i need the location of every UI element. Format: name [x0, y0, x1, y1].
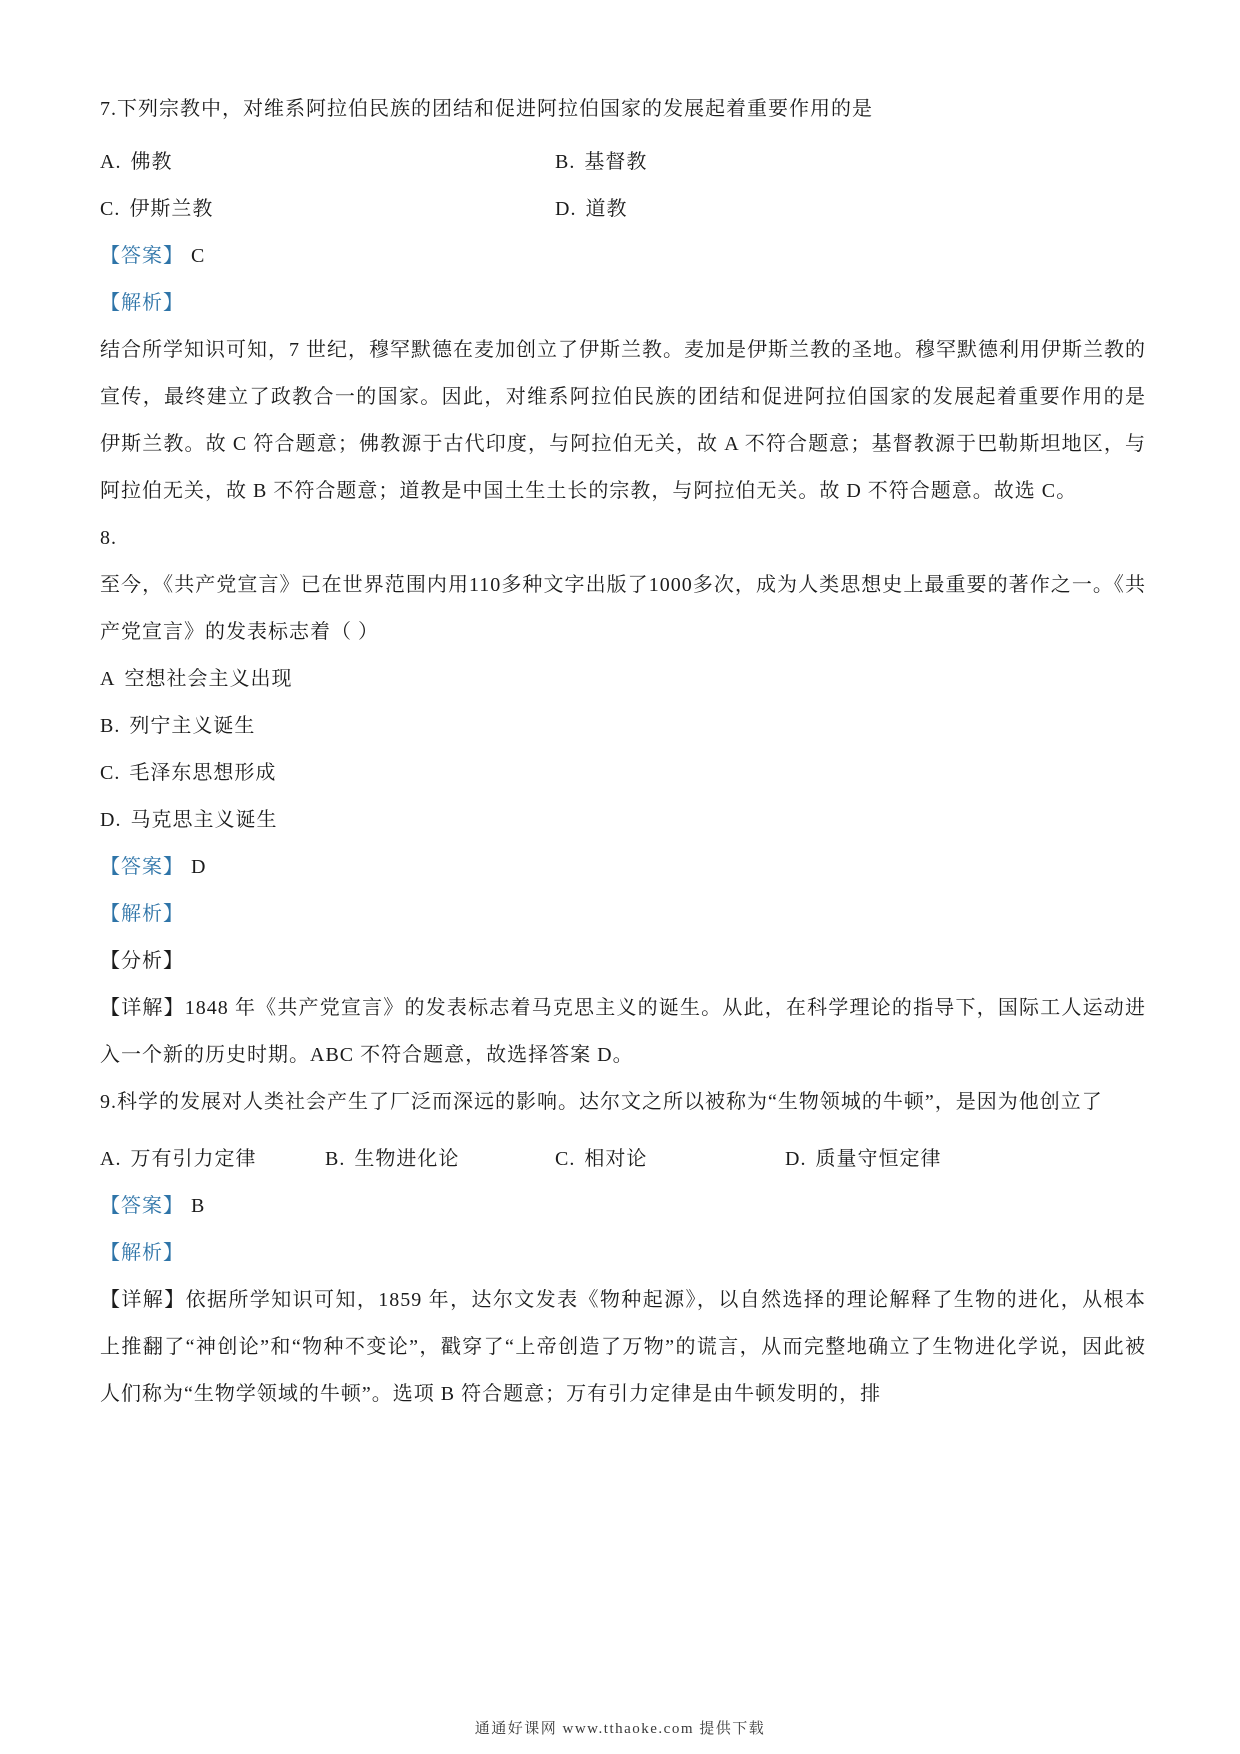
answer-value: C	[191, 245, 206, 267]
document-content	[100, 86, 1146, 1418]
option-text: 万有引力定律	[130, 1148, 257, 1170]
question-9-option-b	[325, 1136, 555, 1183]
question-7-options-row-1	[100, 139, 1146, 186]
option-text: 列宁主义诞生	[129, 715, 256, 737]
answer-label: 【答案】	[100, 245, 184, 267]
option-text: 伊斯兰教	[129, 198, 214, 220]
question-9-option-d	[785, 1136, 941, 1183]
answer-value: D	[191, 856, 207, 878]
question-8-option-b	[100, 703, 1146, 750]
option-text: 质量守恒定律	[815, 1148, 942, 1170]
option-key: C.	[100, 762, 121, 784]
option-key: D.	[100, 809, 122, 831]
question-7-option-a	[100, 139, 555, 186]
question-7-explanation: 结合所学知识可知，7 世纪，穆罕默德在麦加创立了伊斯兰教。麦加是伊斯兰教的圣地。穆罕默德利用伊斯兰教的宣传，最终建立了政教合一的国家。因此，对维系阿拉伯民族的团结和促进阿拉伯国家的发展起着重要作用的是伊斯兰教。故 C 符合题意；佛教源于古代印度，与阿拉伯无关，故 A 不符合题意；基督教源于巴勒斯坦地区，与阿拉伯无关，故 B 不符合题意；道教是中国土生土长的宗教，与阿拉伯无关。故 D 不符合题意。故选 C。	[100, 339, 1146, 502]
question-8-option-c	[100, 750, 1146, 797]
question-7-answer-line	[100, 233, 1146, 280]
question-8-stem: 至今，《共产党宣言》已在世界范围内用110多种文字出版了1000多次，成为人类思想史上最重要的著作之一。《共产党宣言》的发表标志着（ ）	[100, 574, 1146, 643]
question-9-jiexi-label	[100, 1230, 1146, 1277]
option-text: 道教	[585, 198, 628, 220]
question-8-option-d	[100, 797, 1146, 844]
option-key: A.	[100, 1148, 122, 1170]
question-8-option-a	[100, 656, 1146, 703]
question-7-options-row-2	[100, 186, 1146, 233]
question-9-option-c	[555, 1136, 785, 1183]
answer-label: 【答案】	[100, 856, 184, 878]
option-text: 佛教	[130, 151, 173, 173]
question-8-fenxi-label: 【分析】	[100, 950, 184, 972]
question-8-detail: 【详解】1848 年《共产党宣言》的发表标志着马克思主义的诞生。从此，在科学理论的指导下，国际工人运动进入一个新的历史时期。ABC 不符合题意，故选择答案 D。	[100, 997, 1146, 1066]
option-key: C.	[100, 198, 121, 220]
option-text: 毛泽东思想形成	[129, 762, 277, 784]
answer-value: B	[191, 1195, 206, 1217]
question-8-number: 8.	[100, 527, 117, 549]
question-7-option-d	[555, 186, 627, 233]
question-7-stem: 7.下列宗教中，对维系阿拉伯民族的团结和促进阿拉伯国家的发展起着重要作用的是	[100, 98, 873, 120]
question-9-detail: 【详解】依据所学知识可知，1859 年，达尔文发表《物种起源》，以自然选择的理论解释了生物的进化，从根本上推翻了“神创论”和“物种不变论”，戳穿了“上帝创造了万物”的谎言，从而完整地确立了生物进化学说，因此被人们称为“生物学领域的牛顿”。选项 B 符合题意；万有引力定律是由牛顿发明的，排	[100, 1289, 1146, 1405]
option-key: D.	[785, 1148, 807, 1170]
question-7-option-b	[555, 139, 647, 186]
option-key: C.	[555, 1148, 576, 1170]
option-key: B.	[325, 1148, 346, 1170]
option-text: 相对论	[584, 1148, 648, 1170]
question-9-stem: 9.科学的发展对人类社会产生了厂泛而深远的影响。达尔文之所以被称为“生物领城的牛顿”，是因为他创立了	[100, 1091, 1103, 1113]
option-key: A.	[100, 151, 122, 173]
option-text: 基督教	[584, 151, 648, 173]
answer-label: 【答案】	[100, 1195, 184, 1217]
option-key: D.	[555, 198, 577, 220]
question-7-option-c	[100, 186, 555, 233]
page-footer: 通通好课网 www.tthaoke.com 提供下载	[474, 1721, 766, 1737]
option-key: B.	[100, 715, 121, 737]
option-text: 马克思主义诞生	[130, 809, 278, 831]
question-9-option-a	[100, 1136, 325, 1183]
option-key: B.	[555, 151, 576, 173]
question-9-answer-line	[100, 1183, 1146, 1230]
option-text: 生物进化论	[354, 1148, 460, 1170]
question-7-jiexi-label	[100, 280, 1146, 327]
question-8-jiexi-label	[100, 891, 1146, 938]
jiexi-label: 【解析】	[100, 1242, 184, 1264]
question-9-options-row	[100, 1136, 1146, 1183]
question-8-answer-line	[100, 844, 1146, 891]
option-text: 空想社会主义出现	[124, 668, 293, 690]
jiexi-label: 【解析】	[100, 292, 184, 314]
option-key: A	[100, 668, 116, 690]
jiexi-label: 【解析】	[100, 903, 184, 925]
